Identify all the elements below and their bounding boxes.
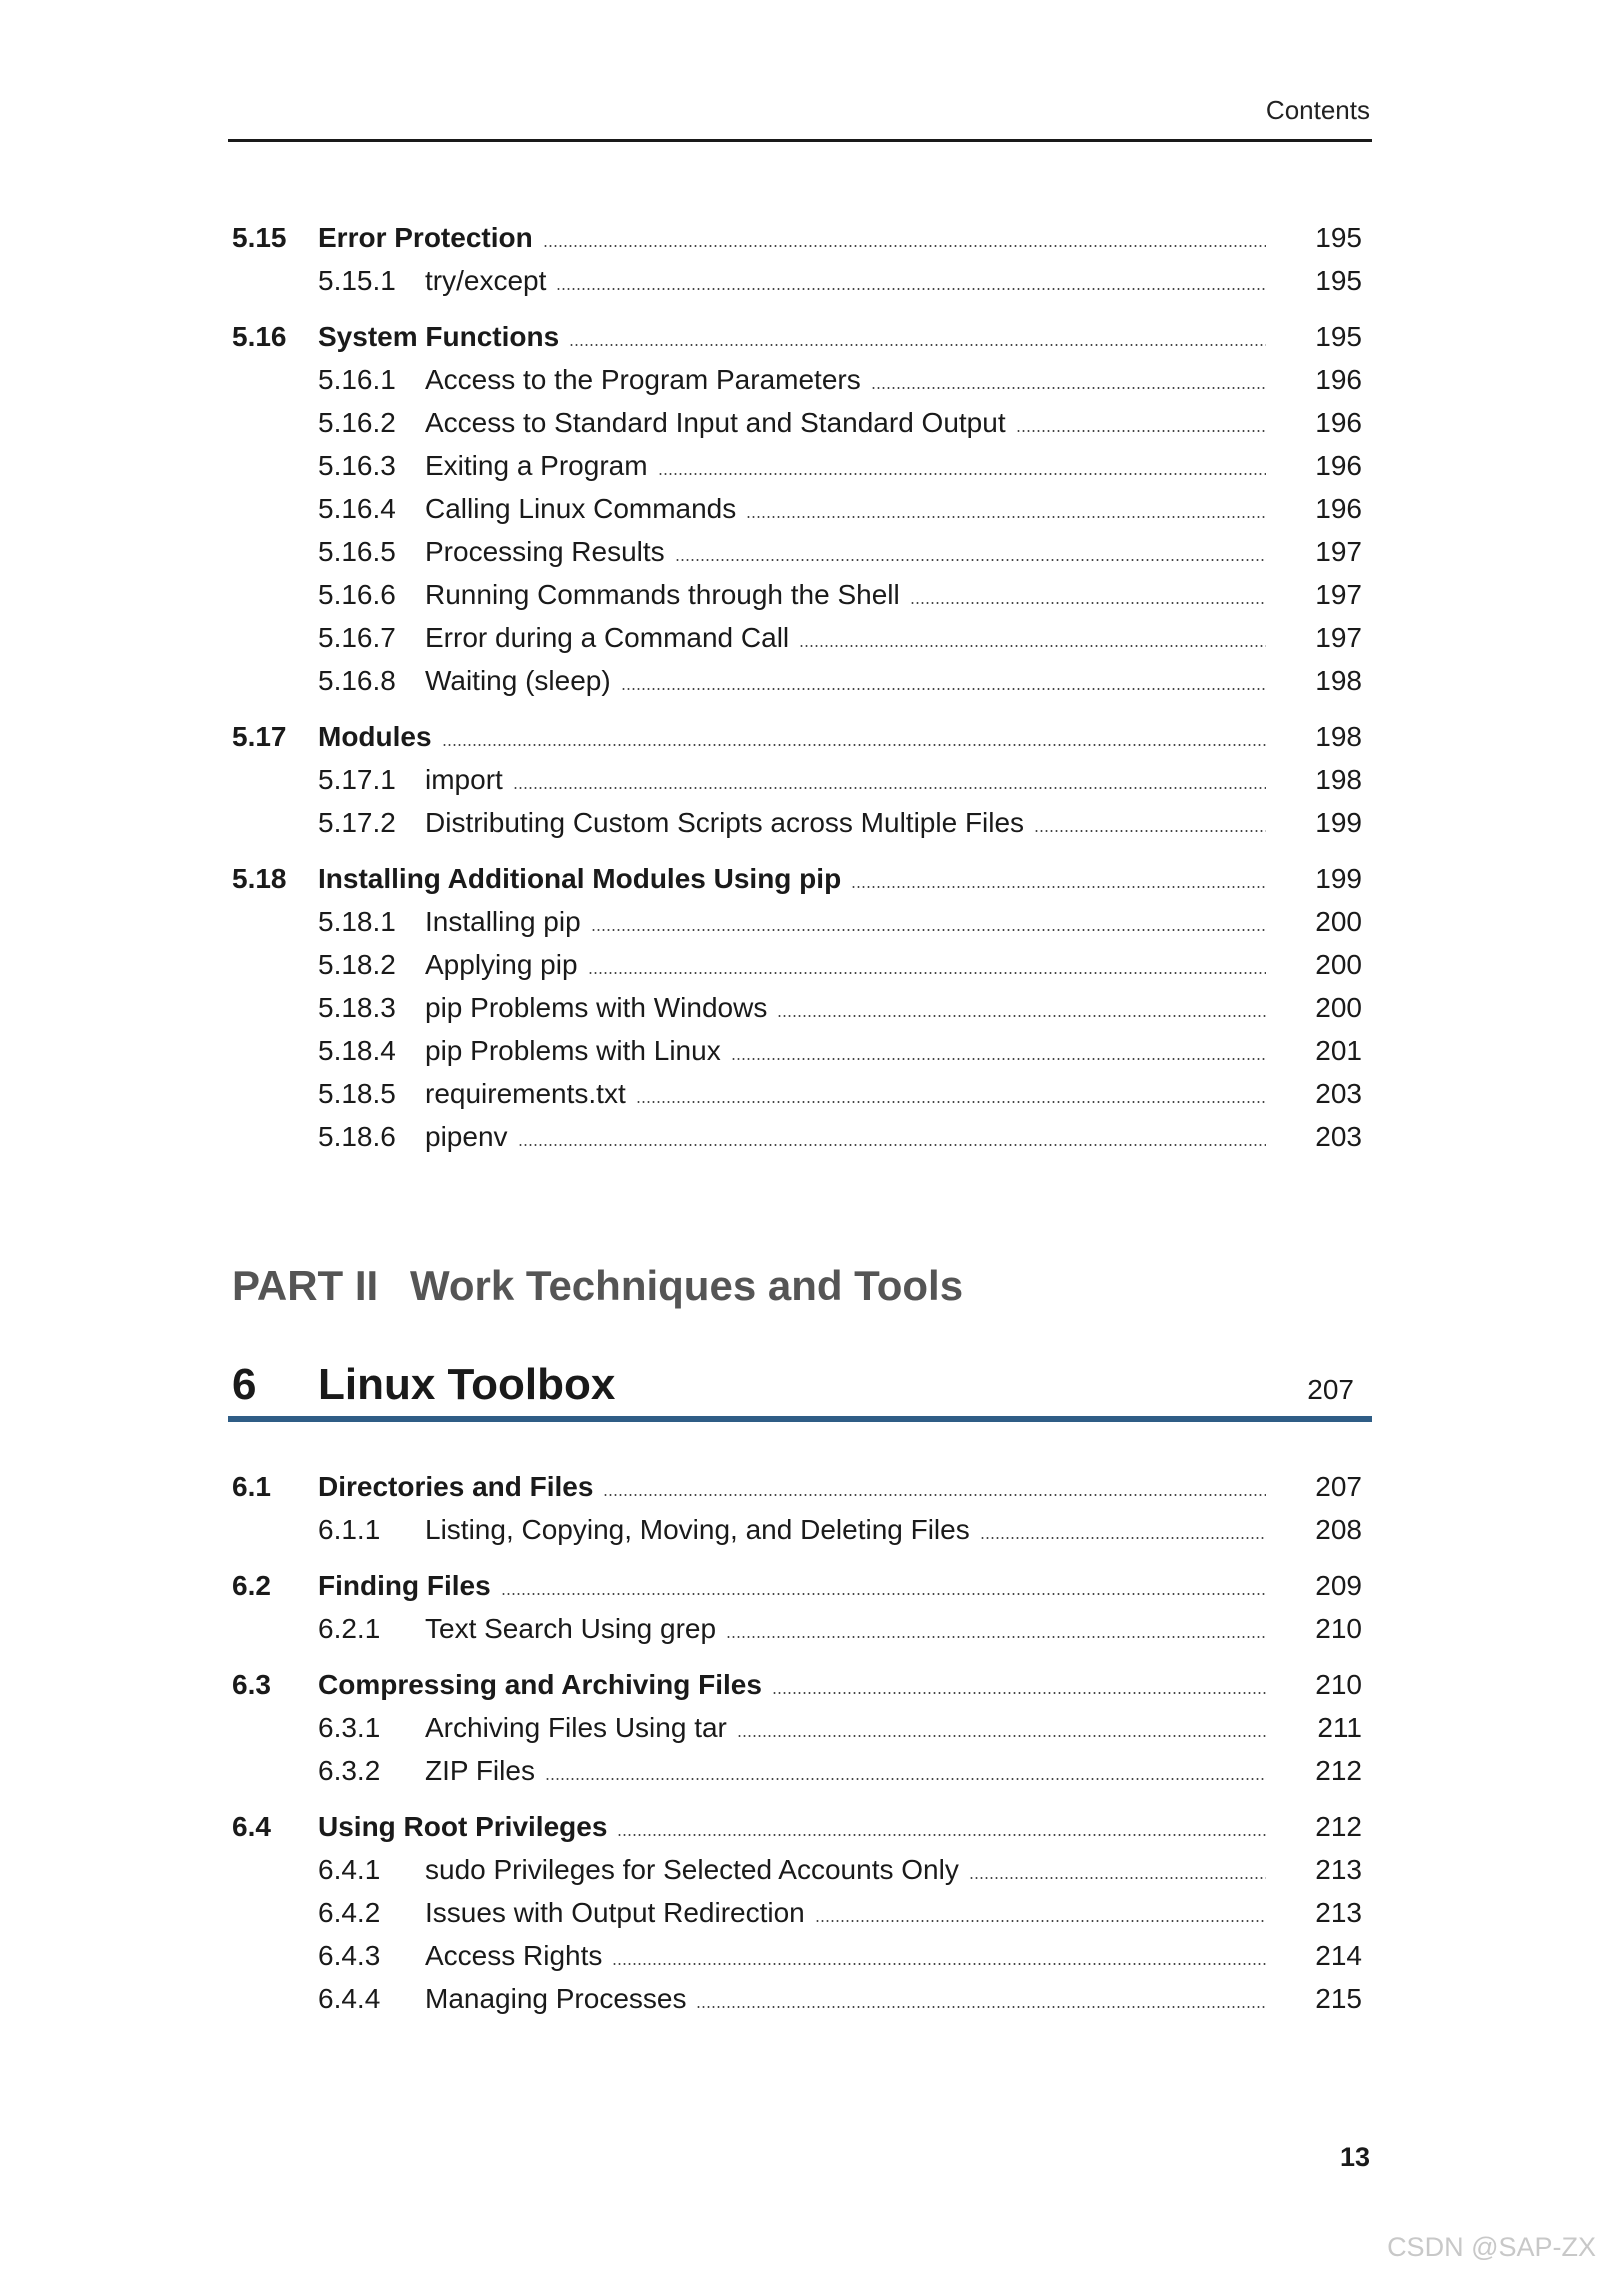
toc-subsection-entry[interactable]: [232, 358, 1362, 401]
toc-entry-page: 197: [1315, 536, 1362, 567]
toc-entry-number: 6.1.1: [318, 1514, 381, 1545]
toc-entry-page: 197: [1315, 622, 1362, 653]
toc-entry-number: 6.3.2: [318, 1755, 381, 1786]
toc-section-entry[interactable]: [232, 216, 1362, 259]
toc-subsection-entry[interactable]: [232, 573, 1362, 616]
toc-subsection-entry[interactable]: [232, 530, 1362, 573]
toc-subsection-entry[interactable]: [232, 444, 1362, 487]
toc-entry-page: 201: [1315, 1035, 1362, 1066]
toc-entry-title: Directories and Files: [318, 1471, 594, 1502]
toc-entry-page: 196: [1315, 493, 1362, 524]
toc-entry-number: 5.18.4: [318, 1035, 396, 1066]
toc-entry-page: 213: [1315, 1854, 1362, 1885]
toc-entry-page: 207: [1315, 1471, 1362, 1502]
toc-entry-title: Error Protection: [318, 222, 533, 253]
toc-entry-title: Access to the Program Parameters: [425, 364, 861, 395]
toc-entry-page: 197: [1315, 579, 1362, 610]
toc-subsection-entry[interactable]: [232, 1891, 1362, 1934]
toc-entry-number: 5.18: [232, 863, 287, 894]
toc-entry-title: Access to Standard Input and Standard Output: [425, 407, 1006, 438]
toc-entry-number: 5.17.2: [318, 807, 396, 838]
dot-leader: [556, 288, 1266, 290]
toc-entry-title: System Functions: [318, 321, 560, 352]
toc-entry-page: 203: [1315, 1121, 1362, 1152]
toc-section-entry[interactable]: [232, 1805, 1362, 1848]
toc-entry-number: 5.18.1: [318, 906, 396, 937]
toc-entry-number: 5.17: [232, 721, 287, 752]
toc-section-entry[interactable]: [232, 1465, 1362, 1508]
dot-leader: [675, 559, 1266, 561]
toc-entry-title: Installing pip: [425, 906, 581, 937]
toc-entry-title: Exiting a Program: [425, 450, 648, 481]
toc-section-entry[interactable]: [232, 1564, 1362, 1607]
toc-entry-title: Installing Additional Modules Using pip: [318, 863, 842, 894]
toc-entry-number: 5.18.5: [318, 1078, 396, 1109]
dot-leader: [612, 1963, 1266, 1965]
toc-entry-page: 203: [1315, 1078, 1362, 1109]
toc-section-entry[interactable]: [232, 857, 1362, 900]
toc-subsection-entry[interactable]: [232, 986, 1362, 1029]
toc-entry-title: Compressing and Archiving Files: [318, 1669, 762, 1700]
toc-entry-title: ZIP Files: [425, 1755, 535, 1786]
toc-entry-number: 5.16.3: [318, 450, 396, 481]
dot-leader: [545, 1778, 1266, 1780]
toc-subsection-entry[interactable]: [232, 401, 1362, 444]
dot-leader: [799, 645, 1266, 647]
toc-subsection-entry[interactable]: [232, 487, 1362, 530]
toc-entry-number: 5.16.2: [318, 407, 396, 438]
toc-entry-page: 214: [1315, 1940, 1362, 1971]
part-title: Work Techniques and Tools: [410, 1262, 964, 1309]
toc-entry-title: Archiving Files Using tar: [425, 1712, 727, 1743]
dot-leader: [737, 1735, 1266, 1737]
toc-entry-number: 6.2: [232, 1570, 271, 1601]
toc-subsection-entry[interactable]: [232, 1848, 1362, 1891]
toc-entry-page: 212: [1315, 1755, 1362, 1786]
dot-leader: [603, 1494, 1266, 1496]
toc-entry-page: 200: [1315, 906, 1362, 937]
toc-entry-number: 5.16.5: [318, 536, 396, 567]
toc-entry-number: 6.4.4: [318, 1983, 381, 2014]
toc-subsection-entry[interactable]: [232, 616, 1362, 659]
toc-entry-title: pip Problems with Linux: [425, 1035, 721, 1066]
toc-entry-page: 209: [1315, 1570, 1362, 1601]
toc-entry-page: 196: [1315, 364, 1362, 395]
toc-entry-title: pipenv: [425, 1121, 508, 1152]
toc-subsection-entry[interactable]: [232, 801, 1362, 844]
toc-entry-title: Calling Linux Commands: [425, 493, 737, 524]
toc-entry-title: pip Problems with Windows: [425, 992, 768, 1023]
toc-section-entry[interactable]: [232, 1663, 1362, 1706]
dot-leader: [513, 787, 1266, 789]
header-divider: [228, 139, 1372, 142]
running-header: Contents: [1265, 95, 1370, 125]
toc-entry-page: 199: [1315, 807, 1362, 838]
part-heading: [232, 1262, 963, 1310]
dot-leader: [871, 387, 1266, 389]
dot-leader: [851, 886, 1266, 888]
chapter-heading[interactable]: [232, 1360, 1362, 1420]
toc-entry-number: 5.16.1: [318, 364, 396, 395]
toc-entry-number: 6.1: [232, 1471, 271, 1502]
toc-entry-title: Finding Files: [318, 1570, 491, 1601]
toc-subsection-entry[interactable]: [232, 1508, 1362, 1551]
dot-leader: [746, 516, 1266, 518]
dot-leader: [518, 1144, 1266, 1146]
toc-entry-page: 200: [1315, 949, 1362, 980]
toc-entry-number: 6.4.3: [318, 1940, 381, 1971]
toc-entry-page: 198: [1315, 721, 1362, 752]
toc-entry-number: 6.3.1: [318, 1712, 381, 1743]
toc-entry-title: import: [425, 764, 503, 795]
toc-entry-title: try/except: [425, 265, 547, 296]
toc-entry-page: 208: [1315, 1514, 1362, 1545]
toc-entry-title: Running Commands through the Shell: [425, 579, 900, 610]
dot-leader: [731, 1058, 1266, 1060]
dot-leader: [442, 744, 1266, 746]
toc-subsection-entry[interactable]: [232, 758, 1362, 801]
dot-leader: [980, 1537, 1266, 1539]
toc-entry-title: Processing Results: [425, 536, 665, 567]
toc-entry-page: 198: [1315, 665, 1362, 696]
toc-entry-page: 195: [1315, 321, 1362, 352]
toc-entry-page: 211: [1317, 1712, 1362, 1743]
toc-subsection-entry[interactable]: [232, 259, 1362, 302]
toc-entry-page: 215: [1315, 1983, 1362, 2014]
toc-entry-page: 210: [1315, 1669, 1362, 1700]
dot-leader: [1034, 830, 1266, 832]
toc-entry-number: 6.4.1: [318, 1854, 381, 1885]
toc-subsection-entry[interactable]: [232, 1934, 1362, 1977]
dot-leader: [696, 2006, 1266, 2008]
toc-entry-number: 5.18.2: [318, 949, 396, 980]
dot-leader: [501, 1593, 1266, 1595]
toc-entry-number: 5.16.6: [318, 579, 396, 610]
toc-entry-number: 5.17.1: [318, 764, 396, 795]
toc-entry-number: 5.16: [232, 321, 287, 352]
toc-entry-title: Modules: [318, 721, 432, 752]
dot-leader: [658, 473, 1266, 475]
toc-entry-title: Text Search Using grep: [425, 1613, 717, 1644]
toc-entry-number: 5.15: [232, 222, 287, 253]
toc-entry-page: 195: [1315, 222, 1362, 253]
toc-entry-title: requirements.txt: [425, 1078, 626, 1109]
toc-subsection-entry[interactable]: [232, 1749, 1362, 1792]
toc-entry-title: Applying pip: [425, 949, 578, 980]
watermark: CSDN @SAP-ZX: [1387, 2232, 1596, 2262]
toc-subsection-entry[interactable]: [232, 1029, 1362, 1072]
dot-leader: [815, 1920, 1266, 1922]
toc-entry-page: 213: [1315, 1897, 1362, 1928]
toc-entry-title: Access Rights: [425, 1940, 603, 1971]
toc-entry-page: 212: [1315, 1811, 1362, 1842]
toc-entry-title: Using Root Privileges: [318, 1811, 608, 1842]
dot-leader: [591, 929, 1266, 931]
dot-leader: [726, 1636, 1266, 1638]
dot-leader: [636, 1101, 1266, 1103]
toc-subsection-entry[interactable]: [232, 659, 1362, 702]
toc-subsection-entry[interactable]: [232, 1706, 1362, 1749]
toc-subsection-entry[interactable]: [232, 943, 1362, 986]
toc-entry-page: 196: [1315, 450, 1362, 481]
toc-entry-number: 6.4: [232, 1811, 271, 1842]
dot-leader: [569, 344, 1266, 346]
toc-section-entry[interactable]: [232, 715, 1362, 758]
dot-leader: [910, 602, 1266, 604]
toc-entry-number: 6.4.2: [318, 1897, 381, 1928]
toc-entry-number: 5.15.1: [318, 265, 396, 296]
toc-entry-number: 6.2.1: [318, 1613, 381, 1644]
toc-entry-number: 5.18.6: [318, 1121, 396, 1152]
toc-subsection-entry[interactable]: [232, 900, 1362, 943]
toc-section-6: [232, 1465, 1362, 2020]
toc-subsection-entry[interactable]: [232, 1072, 1362, 1115]
dot-leader: [617, 1834, 1266, 1836]
dot-leader: [543, 245, 1266, 247]
toc-entry-number: 6.3: [232, 1669, 271, 1700]
toc-entry-title: Managing Processes: [425, 1983, 687, 2014]
toc-entry-page: 195: [1315, 265, 1362, 296]
toc-entry-page: 210: [1315, 1613, 1362, 1644]
toc-subsection-entry[interactable]: [232, 1115, 1362, 1158]
dot-leader: [777, 1015, 1266, 1017]
toc-entry-number: 5.16.4: [318, 493, 396, 524]
toc-entry-title: Distributing Custom Scripts across Multiple Files: [425, 807, 1025, 838]
toc-entry-title: Error during a Command Call: [425, 622, 790, 653]
toc-entry-title: Issues with Output Redirection: [425, 1897, 805, 1928]
page-number: 13: [1339, 2142, 1370, 2172]
toc-entry-number: 5.16.8: [318, 665, 396, 696]
chapter-title: Linux Toolbox: [318, 1360, 616, 1409]
dot-leader: [969, 1877, 1266, 1879]
chapter-page: 207: [1307, 1374, 1354, 1405]
dot-leader: [1016, 430, 1266, 432]
toc-entry-title: sudo Privileges for Selected Accounts Only: [425, 1854, 959, 1885]
toc-entry-page: 196: [1315, 407, 1362, 438]
toc-section-entry[interactable]: [232, 315, 1362, 358]
part-label: PART II: [232, 1262, 379, 1309]
toc-entry-page: 200: [1315, 992, 1362, 1023]
toc-subsection-entry[interactable]: [232, 1607, 1362, 1650]
dot-leader: [588, 972, 1266, 974]
toc-entry-title: Waiting (sleep): [425, 665, 611, 696]
toc-section-5: [232, 216, 1362, 1158]
chapter-number: 6: [232, 1360, 257, 1409]
toc-subsection-entry[interactable]: [232, 1977, 1362, 2020]
chapter-divider: [228, 1416, 1372, 1422]
toc-entry-number: 5.16.7: [318, 622, 396, 653]
toc-entry-page: 198: [1315, 764, 1362, 795]
dot-leader: [621, 688, 1266, 690]
toc-entry-page: 199: [1315, 863, 1362, 894]
dot-leader: [772, 1692, 1266, 1694]
toc-entry-title: Listing, Copying, Moving, and Deleting Files: [425, 1514, 970, 1545]
toc-entry-number: 5.18.3: [318, 992, 396, 1023]
